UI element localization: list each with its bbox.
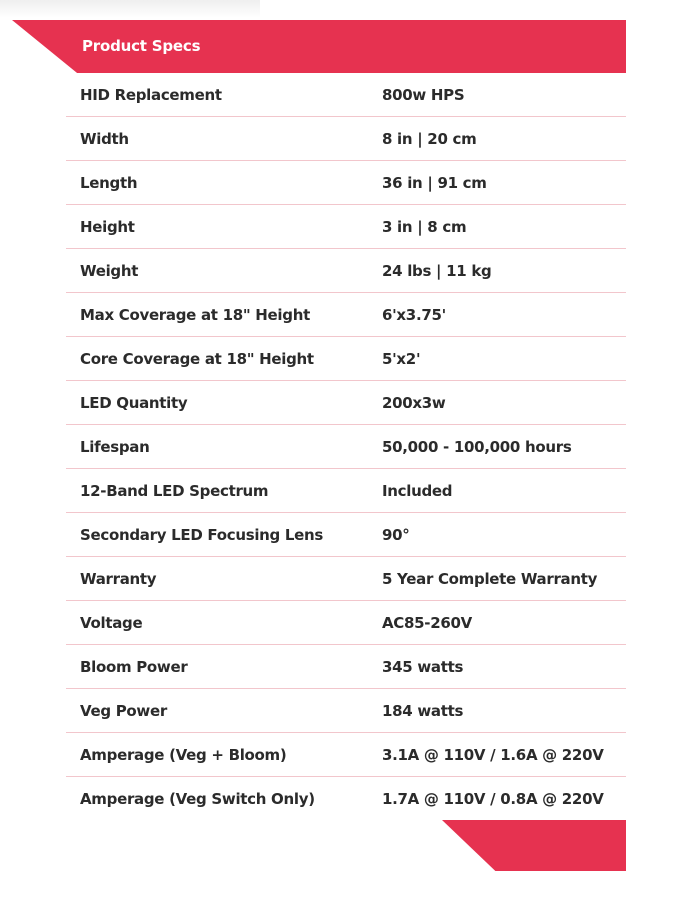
spec-value: 90°	[382, 526, 410, 544]
spec-value: 8 in | 20 cm	[382, 130, 477, 148]
spec-value: 800w HPS	[382, 86, 465, 104]
spec-label: Height	[80, 218, 135, 236]
spec-row-led-spectrum	[66, 469, 626, 513]
spec-row-focusing-lens	[66, 513, 626, 557]
spec-value: 200x3w	[382, 394, 446, 412]
spec-value: 184 watts	[382, 702, 464, 720]
spec-row-weight	[66, 249, 626, 293]
spec-row-width	[66, 117, 626, 161]
spec-value: 5'x2'	[382, 350, 421, 368]
spec-label: HID Replacement	[80, 86, 222, 104]
spec-row-veg-power	[66, 689, 626, 733]
spec-row-lifespan	[66, 425, 626, 469]
spec-value: Included	[382, 482, 453, 500]
spec-value: 3 in | 8 cm	[382, 218, 467, 236]
spec-row-warranty	[66, 557, 626, 601]
footer-accent-banner	[442, 820, 626, 871]
spec-label: Warranty	[80, 570, 157, 588]
spec-label: Veg Power	[80, 702, 167, 720]
spec-label: LED Quantity	[80, 394, 188, 412]
spec-value: 345 watts	[382, 658, 464, 676]
spec-row-amperage-veg-switch	[66, 777, 626, 821]
spec-row-hid-replacement	[66, 73, 626, 117]
specs-table	[66, 73, 626, 821]
spec-label: Weight	[80, 262, 139, 280]
spec-value: 3.1A @ 110V / 1.6A @ 220V	[382, 746, 604, 764]
spec-row-core-coverage	[66, 337, 626, 381]
spec-row-led-quantity	[66, 381, 626, 425]
spec-label: Amperage (Veg + Bloom)	[80, 746, 287, 764]
page-corner-shadow	[0, 0, 260, 18]
spec-value: 6'x3.75'	[382, 306, 446, 324]
spec-label: Length	[80, 174, 138, 192]
spec-label: Voltage	[80, 614, 143, 632]
spec-row-bloom-power	[66, 645, 626, 689]
spec-value: 1.7A @ 110V / 0.8A @ 220V	[382, 790, 604, 808]
page-title: Product Specs	[82, 37, 201, 55]
spec-label: 12-Band LED Spectrum	[80, 482, 269, 500]
spec-label: Width	[80, 130, 129, 148]
spec-label: Secondary LED Focusing Lens	[80, 526, 324, 544]
spec-value: 36 in | 91 cm	[382, 174, 487, 192]
spec-value: 5 Year Complete Warranty	[382, 570, 598, 588]
spec-label: Core Coverage at 18" Height	[80, 350, 314, 368]
spec-row-amperage-veg-bloom	[66, 733, 626, 777]
spec-row-length	[66, 161, 626, 205]
spec-row-height	[66, 205, 626, 249]
spec-value: 50,000 - 100,000 hours	[382, 438, 572, 456]
spec-label: Amperage (Veg Switch Only)	[80, 790, 315, 808]
spec-value: 24 lbs | 11 kg	[382, 262, 492, 280]
spec-row-max-coverage	[66, 293, 626, 337]
spec-label: Bloom Power	[80, 658, 188, 676]
spec-label: Lifespan	[80, 438, 150, 456]
spec-value: AC85-260V	[382, 614, 472, 632]
spec-label: Max Coverage at 18" Height	[80, 306, 310, 324]
spec-row-voltage	[66, 601, 626, 645]
